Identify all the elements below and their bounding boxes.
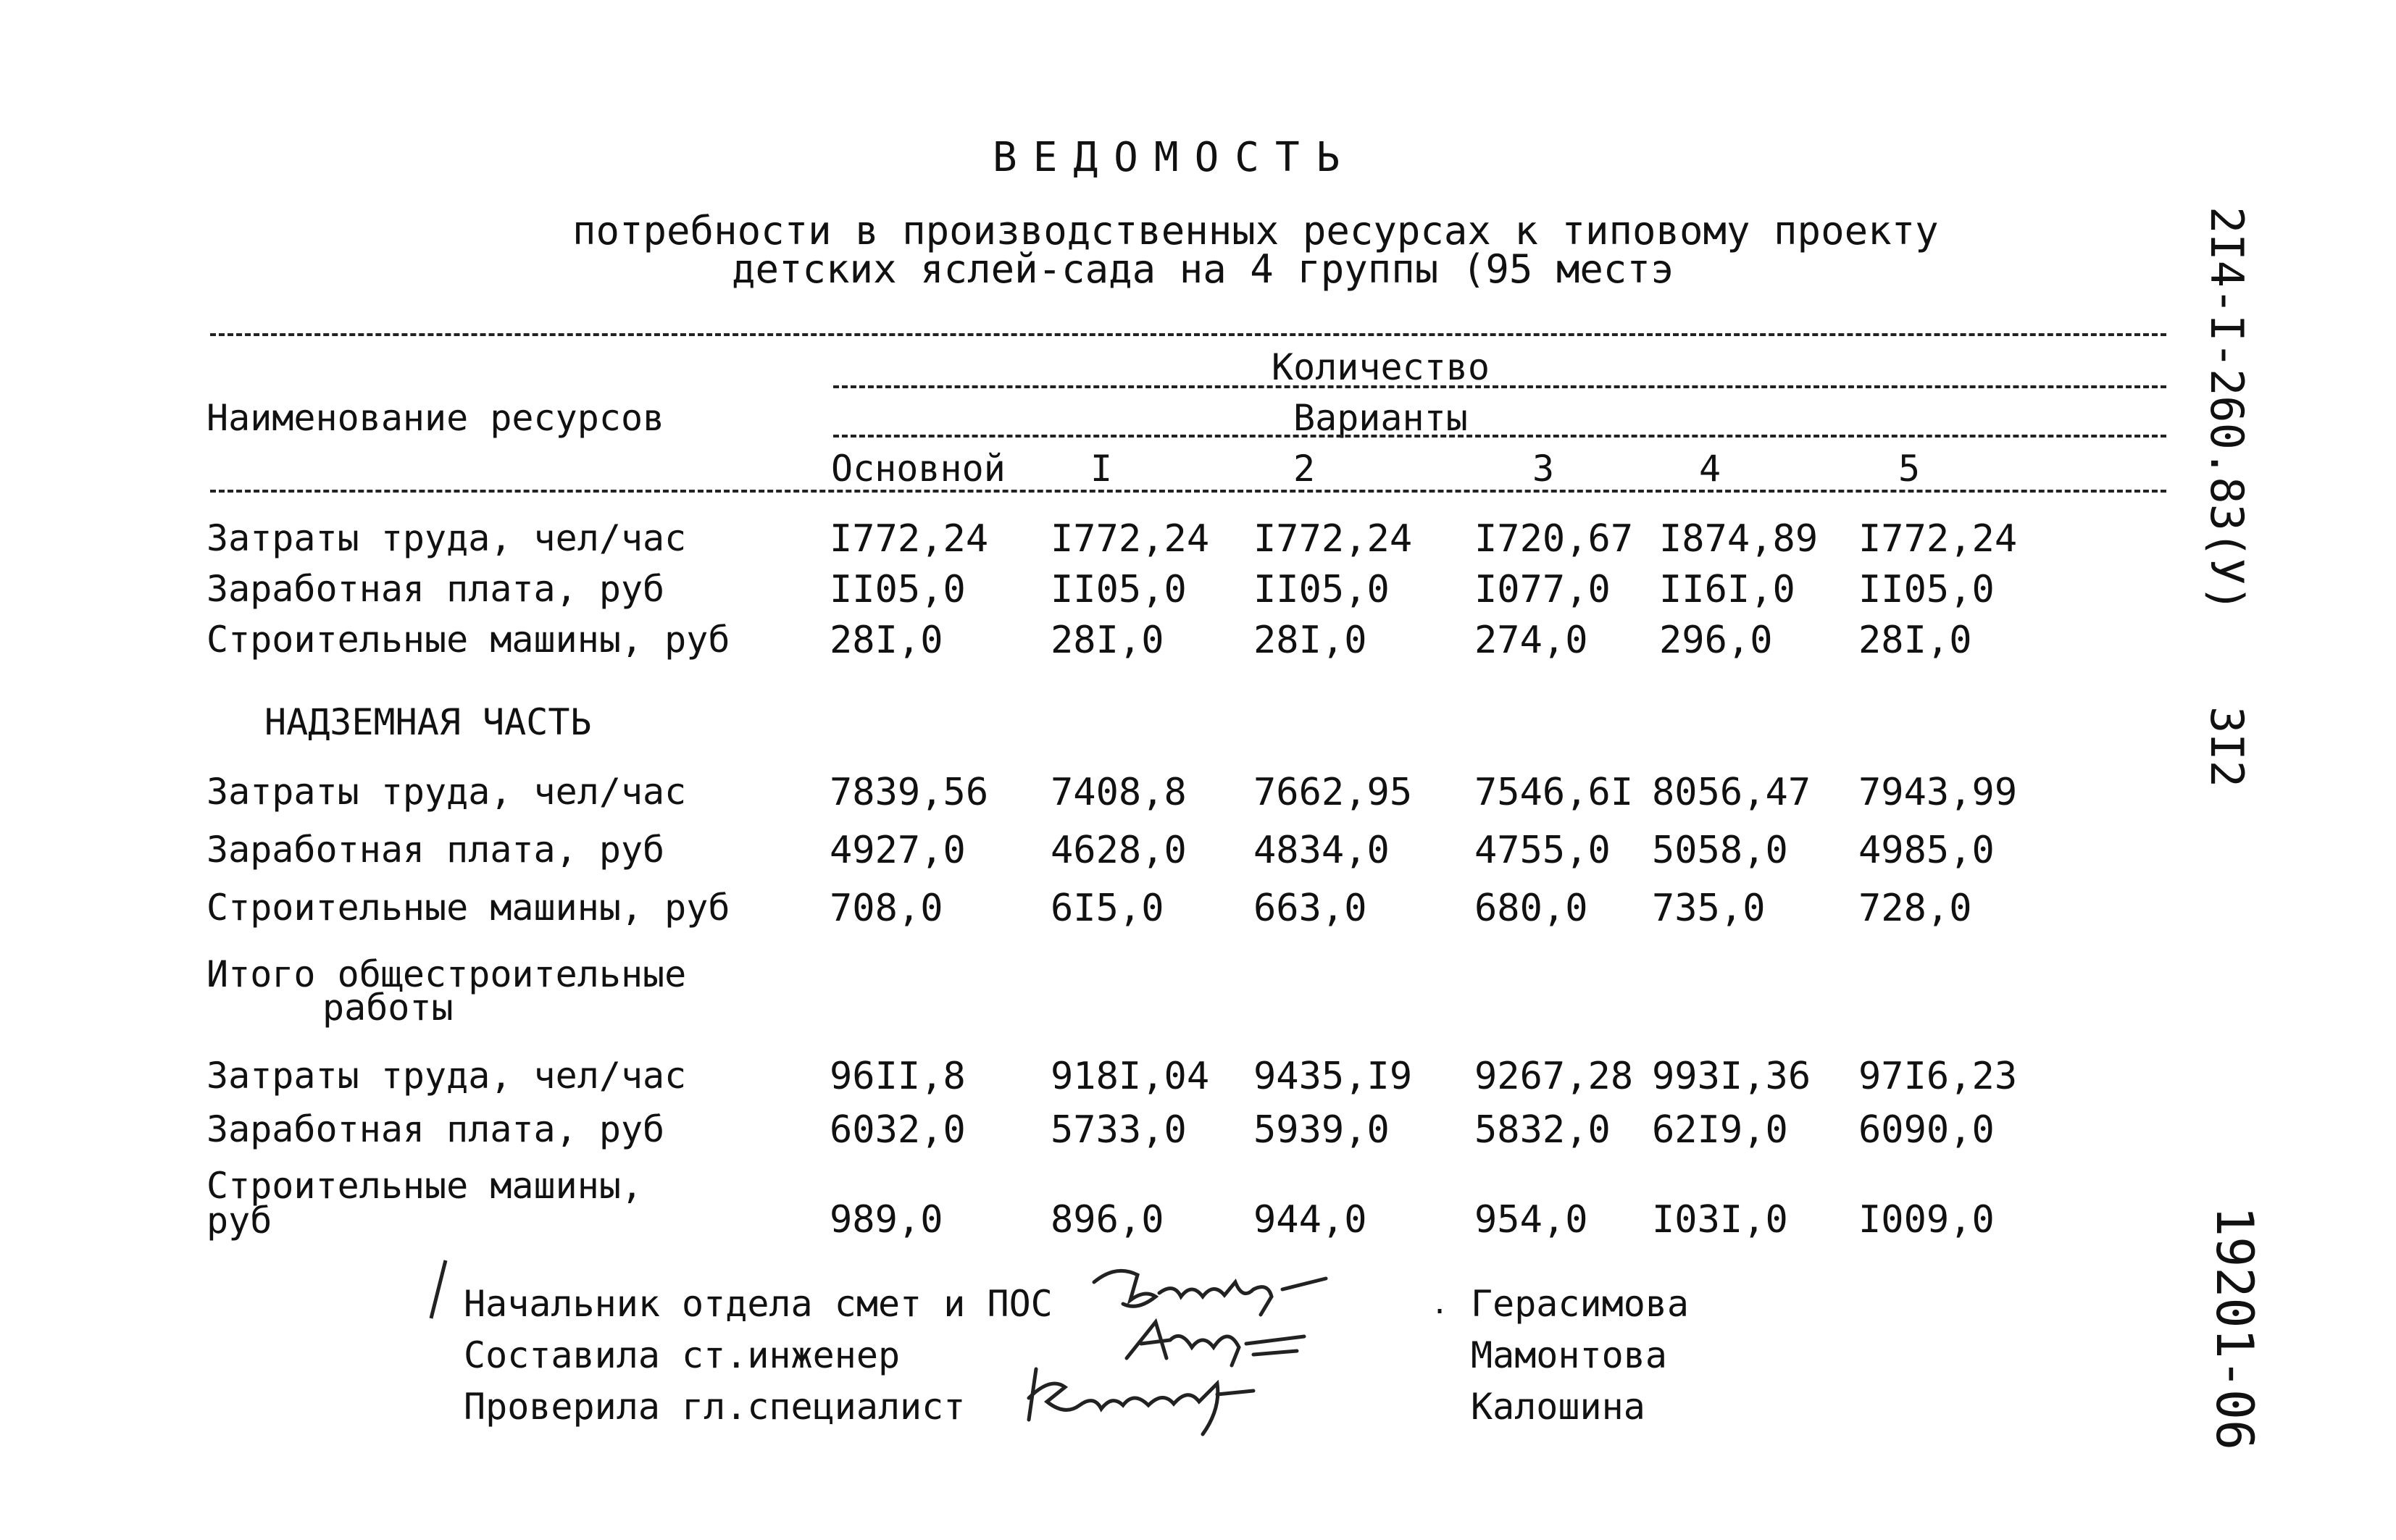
cell-value: 663,0 — [1253, 887, 1367, 930]
section-heading: Итого общестроительные — [206, 953, 687, 995]
project-code: 2I4-I-260.83(У) — [2200, 206, 2253, 612]
signature-name: Герасимова — [1471, 1283, 1690, 1325]
cell-value: 9267,28 — [1474, 1055, 1634, 1098]
header-bottom-rule — [210, 490, 2166, 493]
cell-value: 993I,36 — [1652, 1055, 1811, 1098]
cell-value: 4927,0 — [830, 829, 966, 872]
cell-value: 7408,8 — [1051, 771, 1187, 814]
column-header-base: Основной — [831, 448, 1006, 490]
cell-value: II05,0 — [1051, 568, 1187, 611]
cell-value: 62I9,0 — [1652, 1108, 1788, 1152]
cell-value: I077,0 — [1474, 568, 1611, 611]
cell-value: 96II,8 — [830, 1055, 966, 1098]
cell-value: 9435,I9 — [1253, 1055, 1413, 1098]
cell-value: 28I,0 — [830, 619, 943, 662]
cell-value: 6I5,0 — [1051, 887, 1164, 930]
signature-role: Проверила гл.специалист — [464, 1386, 966, 1428]
row-label: Строительные машины, руб — [206, 619, 730, 661]
cell-value: 28I,0 — [1858, 619, 1972, 662]
cell-value: I009,0 — [1858, 1198, 1995, 1242]
cell-value: 954,0 — [1474, 1198, 1588, 1242]
header-variants: Варианты — [1293, 397, 1468, 439]
cell-value: II05,0 — [830, 568, 966, 611]
row-label: Затраты труда, чел/час — [206, 771, 687, 813]
document-title: ВЕДОМОСТЬ — [993, 134, 1356, 181]
row-label-continued: руб — [206, 1200, 272, 1242]
cell-value: II6I,0 — [1659, 568, 1795, 611]
cell-value: 735,0 — [1652, 887, 1766, 930]
cell-value: 296,0 — [1659, 619, 1773, 662]
cell-value: 5832,0 — [1474, 1108, 1611, 1152]
column-header-4: 4 — [1699, 448, 1721, 490]
signature-name: Мамонтова — [1471, 1334, 1667, 1376]
cell-value: 7943,99 — [1858, 771, 2018, 814]
cell-value: 5058,0 — [1652, 829, 1788, 872]
signature-role: Начальник отдела смет и ПОС — [464, 1283, 1053, 1325]
cell-value: 918I,04 — [1051, 1055, 1210, 1098]
column-header-2: 2 — [1293, 448, 1316, 490]
cell-value: I874,89 — [1659, 517, 1819, 561]
cell-value: 7662,95 — [1253, 771, 1413, 814]
cell-value: 5939,0 — [1253, 1108, 1390, 1152]
cell-value: 97I6,23 — [1858, 1055, 2018, 1098]
cell-value: 274,0 — [1474, 619, 1588, 662]
header-resource-name: Наименование ресурсов — [206, 397, 665, 439]
cell-value: 7546,6I — [1474, 771, 1634, 814]
header-quantity: Количество — [1272, 346, 1490, 388]
cell-value: 4628,0 — [1051, 829, 1187, 872]
variants-rule — [833, 435, 2166, 438]
cell-value: II05,0 — [1253, 568, 1390, 611]
row-label: Строительные машины, руб — [206, 887, 730, 929]
section-heading-continued: работы — [322, 987, 454, 1029]
row-label: Заработная плата, руб — [206, 829, 665, 871]
cell-value: 4755,0 — [1474, 829, 1611, 872]
cell-value: II05,0 — [1858, 568, 1995, 611]
cell-value: 28I,0 — [1253, 619, 1367, 662]
cell-value: I772,24 — [830, 517, 989, 561]
subtitle-line-2: детских яслей-сада на 4 группы (95 местэ — [732, 246, 1674, 292]
handwritten-signature — [1087, 1260, 1377, 1318]
cell-value: 680,0 — [1474, 887, 1588, 930]
quantity-rule — [833, 385, 2166, 388]
cell-value: 896,0 — [1051, 1198, 1164, 1242]
cell-value: I772,24 — [1858, 517, 2018, 561]
table-top-rule — [210, 333, 2166, 336]
margin-slash-mark — [424, 1257, 453, 1322]
document-number: 19201-06 — [2205, 1206, 2264, 1451]
cell-value: 5733,0 — [1051, 1108, 1187, 1152]
signature-name: Калошина — [1471, 1386, 1645, 1428]
row-label: Затраты труда, чел/час — [206, 1055, 687, 1097]
subtitle-line-1: потребности в производственных ресурсах к типовому проекту — [572, 208, 1939, 254]
cell-value: I772,24 — [1253, 517, 1413, 561]
cell-value: 4985,0 — [1858, 829, 1995, 872]
cell-value: 7839,56 — [830, 771, 989, 814]
cell-value: I772,24 — [1051, 517, 1210, 561]
cell-value: I03I,0 — [1652, 1198, 1788, 1242]
column-header-1: I — [1090, 448, 1113, 490]
bullet-dot: . — [1431, 1287, 1449, 1321]
cell-value: 4834,0 — [1253, 829, 1390, 872]
cell-value: 6090,0 — [1858, 1108, 1995, 1152]
column-header-5: 5 — [1898, 448, 1921, 490]
cell-value: 728,0 — [1858, 887, 1972, 930]
row-label: Затраты труда, чел/час — [206, 517, 687, 559]
cell-value: I720,67 — [1474, 517, 1634, 561]
cell-value: 944,0 — [1253, 1198, 1367, 1242]
cell-value: 28I,0 — [1051, 619, 1164, 662]
row-label: Заработная плата, руб — [206, 568, 665, 610]
page-number: 3I2 — [2200, 706, 2253, 787]
column-header-3: 3 — [1532, 448, 1555, 490]
cell-value: 6032,0 — [830, 1108, 966, 1152]
row-label: Строительные машины, — [206, 1165, 643, 1207]
cell-value: 8056,47 — [1652, 771, 1811, 814]
row-label: Заработная плата, руб — [206, 1108, 665, 1150]
cell-value: 708,0 — [830, 887, 943, 930]
cell-value: 989,0 — [830, 1198, 943, 1242]
handwritten-signature — [1014, 1362, 1290, 1441]
section-heading: НАДЗЕМНАЯ ЧАСТЬ — [264, 701, 592, 743]
signature-role: Составила ст.инженер — [464, 1334, 901, 1376]
